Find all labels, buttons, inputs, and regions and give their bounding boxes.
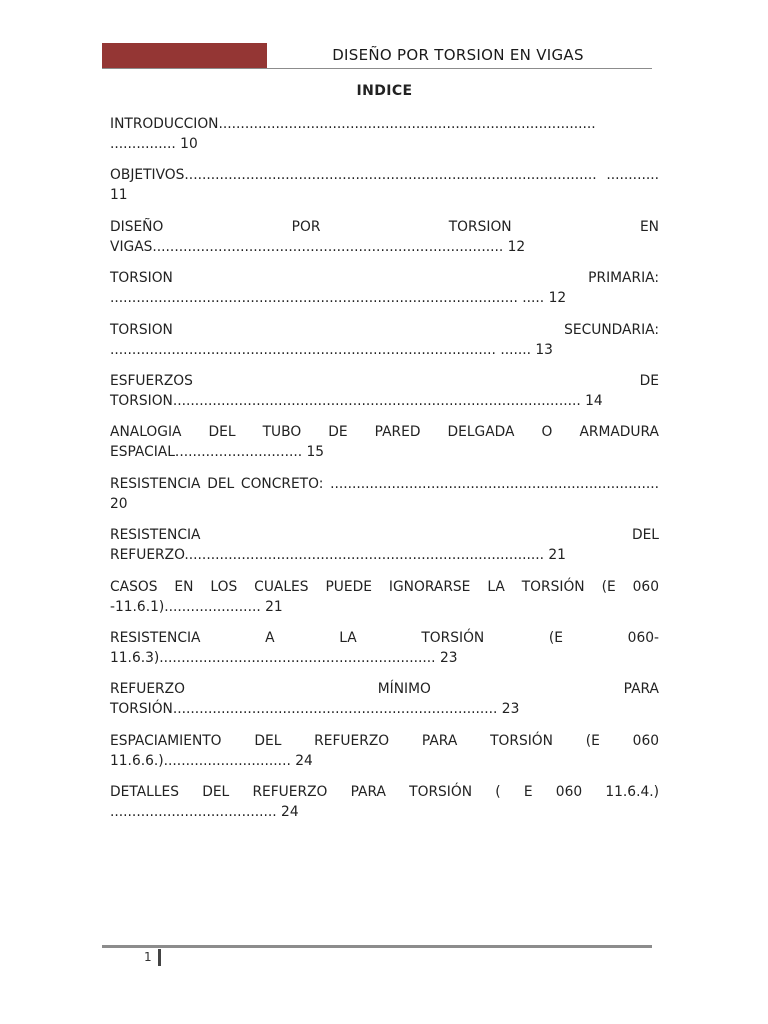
toc-entry-resistencia-a-la-torsion[interactable]: RESISTENCIA A LA TORSIÓN (E 060-11.6.3)............................................................... 23 (110, 629, 659, 666)
toc-entry-introduccion[interactable]: INTRODUCCION...................................................................................... ............... 10 (110, 116, 596, 152)
toc-entry-torsion-primaria[interactable]: TORSION PRIMARIA: ............................................................................................. ..... 12 (110, 270, 659, 307)
toc-entry-torsion-secundaria[interactable]: TORSION SECUNDARIA: ........................................................................................ ....... 13 (110, 321, 659, 358)
header-divider (102, 68, 652, 69)
toc-entry-espaciamiento-del-refuerzo[interactable]: ESPACIAMIENTO DEL REFUERZO PARA TORSIÓN (E 060 11.6.6.)............................. 24 (110, 732, 659, 769)
header-accent-bar (102, 43, 267, 69)
toc-entry-casos-ignorar-torsion[interactable]: CASOS EN LOS CUALES PUEDE IGNORARSE LA TORSIÓN (E 060 -11.6.1)...................... 21 (110, 578, 659, 615)
document-title: DISEÑO POR TORSION EN VIGAS (332, 46, 584, 64)
toc-entry-objetivos[interactable]: OBJETIVOS.............................................................................................. ............ 11 (110, 167, 659, 204)
table-of-contents (110, 114, 659, 833)
page-number: 1 (144, 950, 152, 964)
page-number-separator (158, 949, 161, 966)
toc-entry-resistencia-del-refuerzo[interactable]: RESISTENCIA DEL REFUERZO.................................................................................. 21 (110, 527, 659, 564)
toc-entry-detalles-del-refuerzo[interactable]: DETALLES DEL REFUERZO PARA TORSIÓN ( E 060 11.6.4.) ...................................... 24 (110, 784, 659, 821)
toc-entry-refuerzo-minimo[interactable]: REFUERZO MÍNIMO PARA TORSIÓN.......................................................................... 23 (110, 681, 659, 718)
toc-entry-resistencia-del-concreto[interactable]: RESISTENCIA DEL CONCRETO: ........................................................................... 20 (110, 475, 659, 512)
toc-entry-diseno-por-torsion[interactable]: DISEÑO POR TORSION EN VIGAS................................................................................ 12 (110, 218, 659, 255)
footer-divider (102, 945, 652, 948)
toc-entry-analogia-del-tubo[interactable]: ANALOGIA DEL TUBO DE PARED DELGADA O ARMADURA ESPACIAL............................. 15 (110, 424, 659, 461)
index-heading: INDICE (356, 83, 413, 99)
toc-entry-esfuerzos-de-torsion[interactable]: ESFUERZOS DE TORSION............................................................................................. 14 (110, 372, 659, 409)
